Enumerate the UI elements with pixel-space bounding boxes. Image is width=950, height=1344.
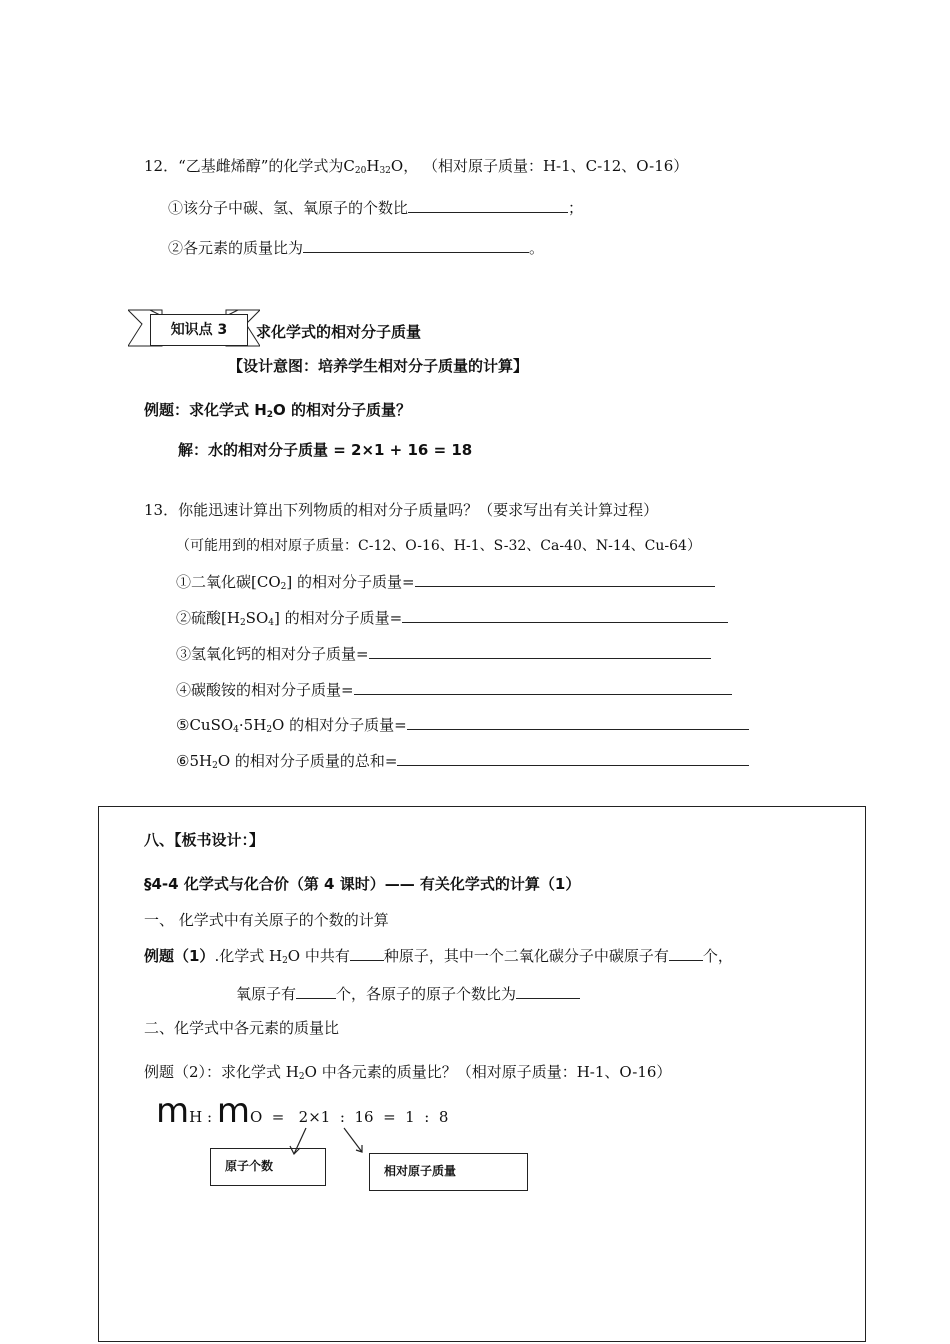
example-label: 例题（1） bbox=[144, 947, 215, 965]
example-solution: 解：水的相对分子质量 = 2×1 + 16 = 18 bbox=[178, 441, 473, 459]
q13-item-4 bbox=[176, 680, 732, 700]
item-text-mid: ·5H bbox=[238, 716, 267, 734]
board-example-1-line2 bbox=[236, 984, 580, 1004]
answer-blank[interactable] bbox=[303, 238, 529, 253]
q12-sub1: 20 bbox=[354, 166, 367, 176]
example-text: 例题：求化学式 H bbox=[144, 401, 267, 419]
answer-blank[interactable] bbox=[669, 946, 703, 961]
answer-blank[interactable] bbox=[350, 946, 384, 961]
answer-blank[interactable] bbox=[397, 751, 749, 766]
item-sub: 4 bbox=[233, 725, 239, 735]
answer-blank[interactable] bbox=[354, 680, 732, 695]
item-sub: 2 bbox=[280, 582, 287, 592]
answer-blank[interactable] bbox=[408, 198, 568, 213]
q13-item-1 bbox=[176, 572, 715, 597]
knowledge-badge: 知识点 3 bbox=[150, 314, 248, 346]
q12-part1 bbox=[168, 198, 583, 218]
label-box-relative-mass bbox=[369, 1153, 528, 1191]
mass-symbol: m bbox=[216, 1091, 250, 1131]
q13-hint: （可能用到的相对原子质量：C-12、O-16、H-1、S-32、Ca-40、N-14、Cu-64） bbox=[176, 538, 701, 554]
q12-part1-text: ①该分子中碳、氢、氧原子的个数比 bbox=[168, 199, 409, 217]
item-text-end: ] 的相对分子质量= bbox=[286, 573, 415, 591]
item-text: ⑥5H bbox=[176, 752, 213, 770]
mass-subscript: O bbox=[249, 1108, 263, 1126]
q12-text: 12．“乙基雌烯醇”的化学式为C bbox=[144, 157, 355, 175]
knowledge-title: 求化学式的相对分子质量 bbox=[256, 323, 422, 341]
design-intent: 【设计意图：培养学生相对分子质量的计算】 bbox=[228, 357, 529, 375]
q13-item-5 bbox=[176, 715, 749, 740]
item-text: ⑤CuSO bbox=[176, 716, 234, 734]
q13-item-6 bbox=[176, 751, 749, 776]
q12-part2 bbox=[168, 238, 544, 258]
q13-item-2 bbox=[176, 608, 728, 633]
q12-sub2: 32 bbox=[379, 166, 391, 176]
ratio-colon: : bbox=[202, 1108, 217, 1126]
answer-blank[interactable] bbox=[369, 644, 711, 659]
q13-line: 13．你能迅速计算出下列物质的相对分子质量吗？（要求写出有关计算过程） bbox=[144, 501, 659, 519]
board-heading: 八、【板书设计：】 bbox=[144, 831, 265, 849]
q12-h: H bbox=[366, 157, 380, 175]
q13-item-3 bbox=[176, 644, 711, 664]
item-text-end: O 的相对分子质量= bbox=[272, 716, 407, 734]
item-sub: 2 bbox=[212, 761, 218, 771]
item-text: ②硫酸[H bbox=[176, 609, 240, 627]
example-question bbox=[144, 400, 411, 425]
example-text: O 中共有 bbox=[287, 947, 350, 965]
example-sub: 2 bbox=[298, 1072, 305, 1082]
example-text-end: O 的相对分子质量？ bbox=[273, 401, 412, 419]
example-text: 种原子，其中一个二氧化碳分子中碳原子有 bbox=[383, 947, 669, 965]
item-sub: 4 bbox=[268, 618, 274, 628]
example-text: 个，各原子的原子个数比为 bbox=[336, 985, 517, 1003]
item-text-mid: SO bbox=[245, 609, 269, 627]
example-text: 例题（2）：求化学式 H bbox=[144, 1063, 299, 1081]
example-sub: 2 bbox=[282, 956, 288, 966]
q12-part2-end: 。 bbox=[529, 239, 545, 257]
answer-blank[interactable] bbox=[516, 984, 580, 999]
item-text: ③氢氧化钙的相对分子质量= bbox=[176, 645, 369, 663]
example-text: .化学式 H bbox=[214, 947, 283, 965]
mass-subscript: H bbox=[189, 1108, 203, 1126]
answer-blank[interactable] bbox=[407, 715, 749, 730]
label-box-atom-count bbox=[210, 1148, 326, 1186]
mass-symbol: m bbox=[156, 1091, 190, 1131]
mass-ratio-formula bbox=[156, 1091, 449, 1131]
board-title: §4-4 化学式与化合价（第 4 课时）—— 有关化学式的计算（1） bbox=[144, 875, 581, 893]
q12-line bbox=[144, 156, 688, 181]
item-text: ①二氧化碳[CO bbox=[176, 573, 281, 591]
label-text: 原子个数 bbox=[225, 1159, 274, 1173]
item-text-end: O 的相对分子质量的总和= bbox=[217, 752, 398, 770]
board-example-1 bbox=[144, 946, 733, 971]
board-section-2: 二、化学式中各元素的质量比 bbox=[144, 1019, 340, 1037]
q12-tail: O， （相对原子质量：H-1、C-12、O-16） bbox=[390, 157, 689, 175]
item-text: ④碳酸铵的相对分子质量= bbox=[176, 681, 354, 699]
q12-part2-text: ②各元素的质量比为 bbox=[168, 239, 304, 257]
ratio-formula: = 2×1 : 16 = 1 : 8 bbox=[262, 1108, 449, 1126]
board-section-1: 一、 化学式中有关原子的个数的计算 bbox=[144, 911, 389, 929]
answer-blank[interactable] bbox=[415, 572, 715, 587]
label-text: 相对原子质量 bbox=[384, 1164, 457, 1178]
item-sub: 2 bbox=[266, 725, 273, 735]
answer-blank[interactable] bbox=[296, 984, 336, 999]
example-text: 个， bbox=[702, 947, 733, 965]
answer-blank[interactable] bbox=[402, 608, 728, 623]
example-sub: 2 bbox=[266, 410, 274, 420]
item-sub: 2 bbox=[239, 618, 246, 628]
board-example-2 bbox=[144, 1062, 671, 1087]
example-text: 氧原子有 bbox=[236, 985, 297, 1003]
example-text: O 中各元素的质量比？（相对原子质量：H-1、O-16） bbox=[304, 1063, 672, 1081]
q12-part1-end: ； bbox=[568, 199, 584, 217]
item-text-end: ] 的相对分子质量= bbox=[273, 609, 403, 627]
